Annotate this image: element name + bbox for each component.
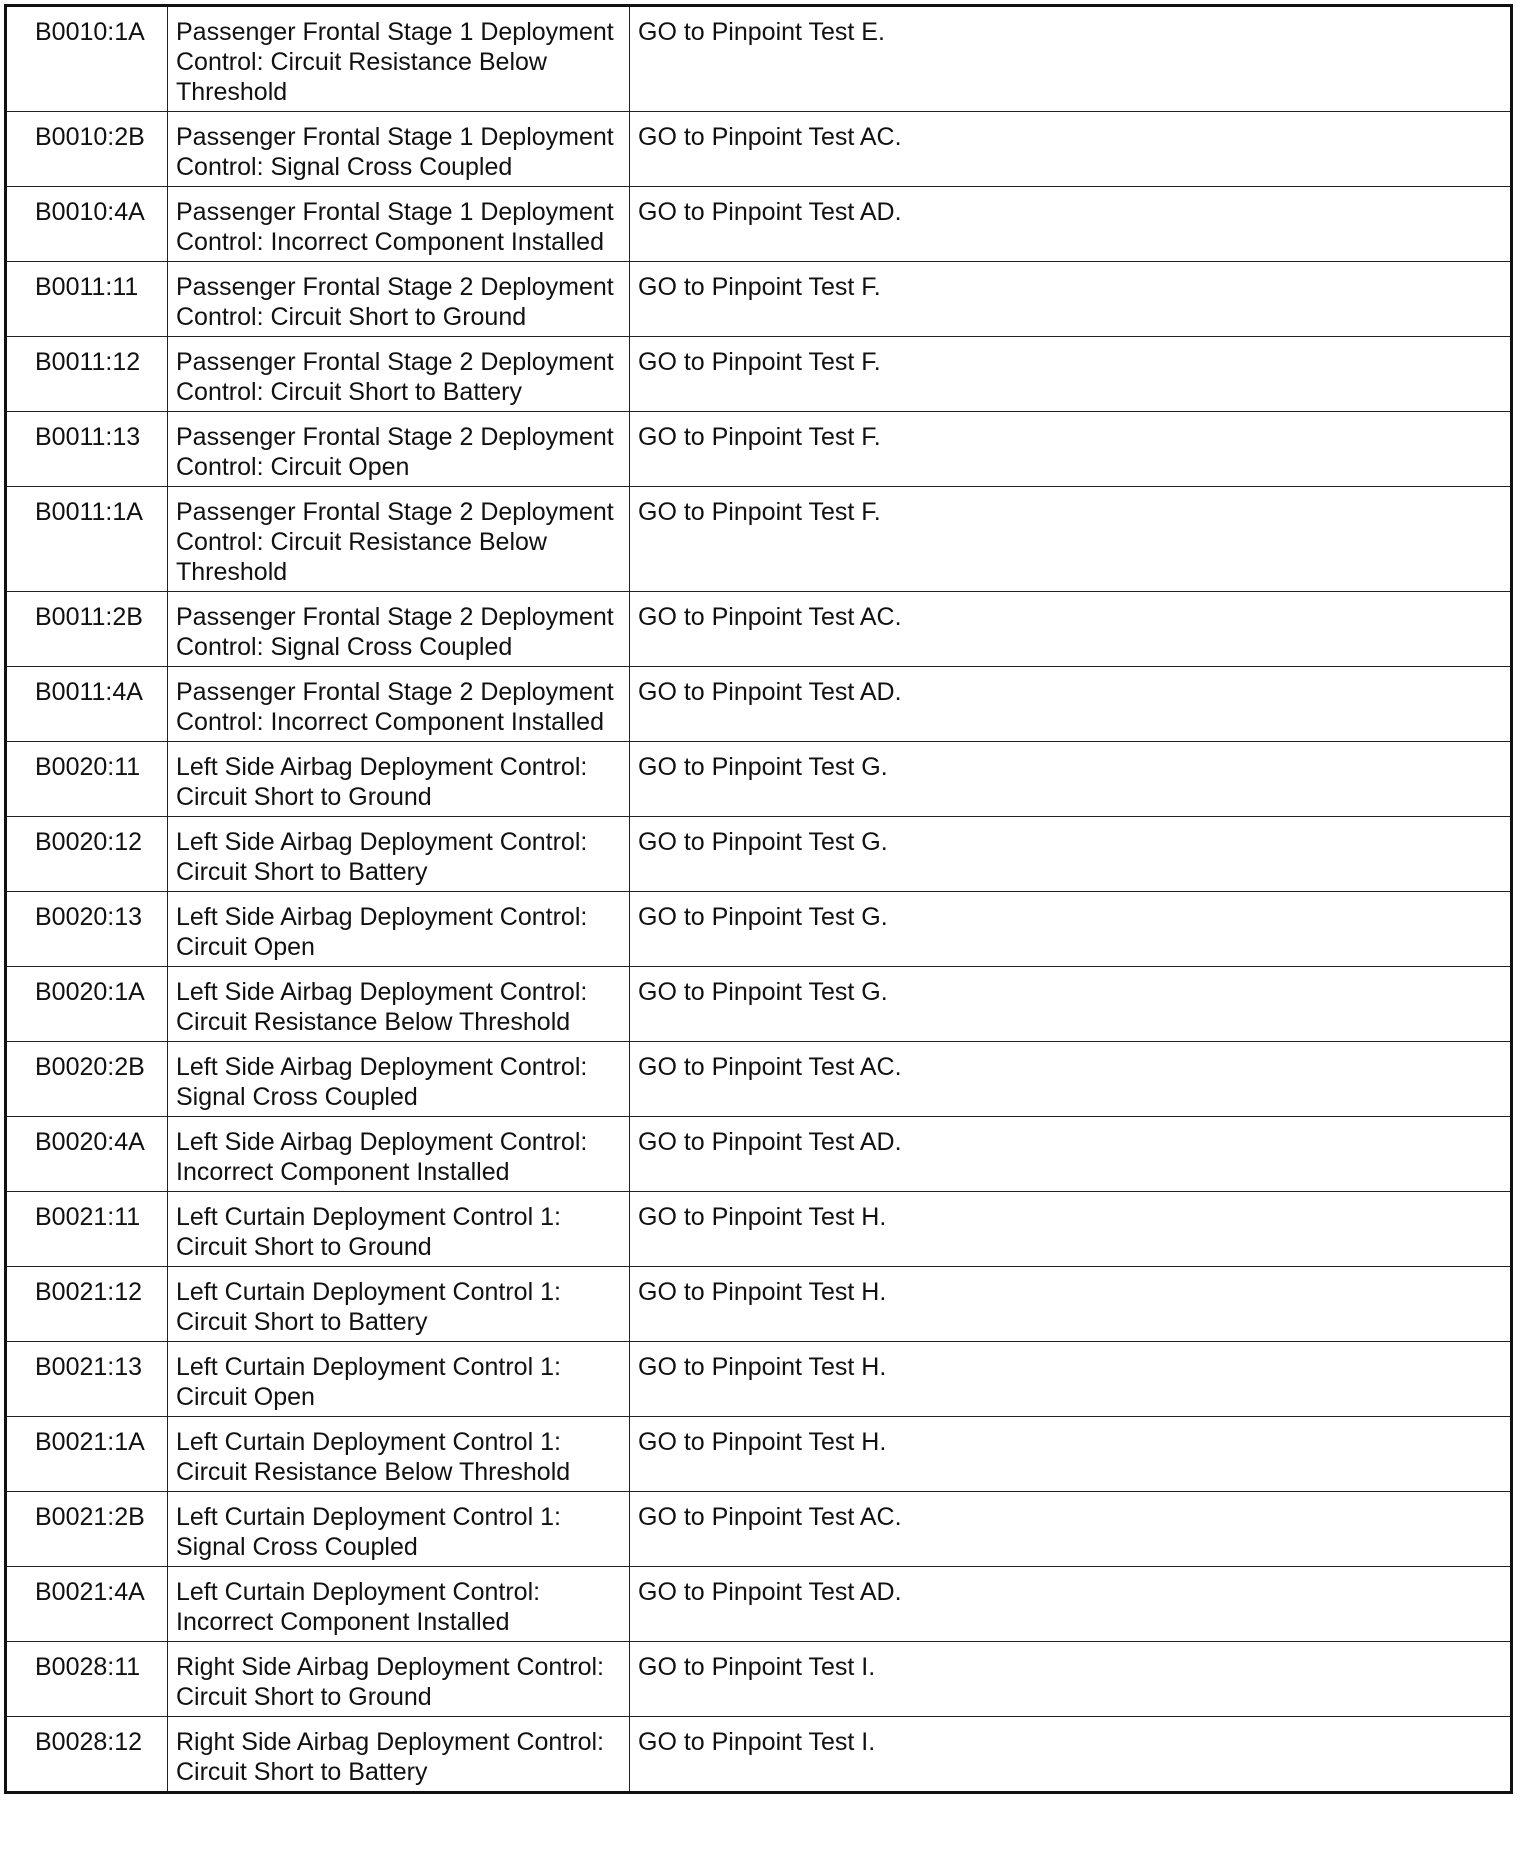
dtc-action-cell: GO to Pinpoint Test G. [630, 817, 1512, 892]
table-row [6, 412, 1512, 487]
dtc-table [4, 4, 1513, 1794]
dtc-action-cell: GO to Pinpoint Test AC. [630, 112, 1512, 187]
dtc-description-cell: Left Curtain Deployment Control 1: Circuit Short to Battery [168, 1267, 630, 1342]
dtc-action-cell: GO to Pinpoint Test AC. [630, 592, 1512, 667]
table-row [6, 1417, 1512, 1492]
dtc-description-cell: Left Side Airbag Deployment Control: Circuit Resistance Below Threshold [168, 967, 630, 1042]
dtc-action-cell: GO to Pinpoint Test F. [630, 337, 1512, 412]
table-row [6, 1192, 1512, 1267]
table-row [6, 1717, 1512, 1793]
dtc-action-cell: GO to Pinpoint Test I. [630, 1642, 1512, 1717]
dtc-description-cell: Left Curtain Deployment Control 1: Circuit Open [168, 1342, 630, 1417]
dtc-code-cell: B0011:13 [6, 412, 168, 487]
dtc-description-cell: Left Side Airbag Deployment Control: Incorrect Component Installed [168, 1117, 630, 1192]
dtc-code-cell: B0020:4A [6, 1117, 168, 1192]
dtc-action-cell: GO to Pinpoint Test H. [630, 1417, 1512, 1492]
dtc-code-cell: B0011:1A [6, 487, 168, 592]
dtc-code-cell: B0021:4A [6, 1567, 168, 1642]
table-row [6, 1117, 1512, 1192]
dtc-code-cell: B0020:1A [6, 967, 168, 1042]
dtc-description-cell: Left Side Airbag Deployment Control: Circuit Short to Battery [168, 817, 630, 892]
dtc-description-cell: Left Side Airbag Deployment Control: Circuit Short to Ground [168, 742, 630, 817]
table-row [6, 742, 1512, 817]
table-row [6, 1492, 1512, 1567]
dtc-description-cell: Left Curtain Deployment Control 1: Circuit Short to Ground [168, 1192, 630, 1267]
dtc-code-cell: B0021:13 [6, 1342, 168, 1417]
dtc-description-cell: Left Side Airbag Deployment Control: Circuit Open [168, 892, 630, 967]
dtc-description-cell: Passenger Frontal Stage 2 Deployment Control: Signal Cross Coupled [168, 592, 630, 667]
table-row [6, 337, 1512, 412]
dtc-action-cell: GO to Pinpoint Test I. [630, 1717, 1512, 1793]
dtc-action-cell: GO to Pinpoint Test AD. [630, 1117, 1512, 1192]
dtc-description-cell: Passenger Frontal Stage 1 Deployment Control: Circuit Resistance Below Threshold [168, 6, 630, 112]
table-row [6, 1567, 1512, 1642]
dtc-action-cell: GO to Pinpoint Test AC. [630, 1042, 1512, 1117]
dtc-code-cell: B0021:12 [6, 1267, 168, 1342]
dtc-code-cell: B0011:4A [6, 667, 168, 742]
dtc-code-cell: B0021:1A [6, 1417, 168, 1492]
table-row [6, 592, 1512, 667]
table-row [6, 487, 1512, 592]
dtc-action-cell: GO to Pinpoint Test E. [630, 6, 1512, 112]
dtc-action-cell: GO to Pinpoint Test F. [630, 262, 1512, 337]
table-row [6, 1042, 1512, 1117]
dtc-description-cell: Passenger Frontal Stage 2 Deployment Control: Incorrect Component Installed [168, 667, 630, 742]
dtc-code-cell: B0020:2B [6, 1042, 168, 1117]
table-row [6, 817, 1512, 892]
dtc-description-cell: Passenger Frontal Stage 2 Deployment Control: Circuit Resistance Below Threshold [168, 487, 630, 592]
table-row [6, 667, 1512, 742]
dtc-description-cell: Left Side Airbag Deployment Control: Signal Cross Coupled [168, 1042, 630, 1117]
dtc-description-cell: Passenger Frontal Stage 1 Deployment Control: Signal Cross Coupled [168, 112, 630, 187]
dtc-code-cell: B0020:11 [6, 742, 168, 817]
dtc-action-cell: GO to Pinpoint Test H. [630, 1192, 1512, 1267]
table-row [6, 1267, 1512, 1342]
dtc-action-cell: GO to Pinpoint Test G. [630, 892, 1512, 967]
dtc-description-cell: Right Side Airbag Deployment Control: Circuit Short to Battery [168, 1717, 630, 1793]
dtc-code-cell: B0011:2B [6, 592, 168, 667]
dtc-code-cell: B0021:2B [6, 1492, 168, 1567]
table-row [6, 892, 1512, 967]
dtc-action-cell: GO to Pinpoint Test H. [630, 1342, 1512, 1417]
dtc-description-cell: Passenger Frontal Stage 1 Deployment Control: Incorrect Component Installed [168, 187, 630, 262]
dtc-action-cell: GO to Pinpoint Test AD. [630, 1567, 1512, 1642]
dtc-code-cell: B0021:11 [6, 1192, 168, 1267]
dtc-code-cell: B0028:12 [6, 1717, 168, 1793]
dtc-description-cell: Left Curtain Deployment Control 1: Signal Cross Coupled [168, 1492, 630, 1567]
dtc-action-cell: GO to Pinpoint Test F. [630, 487, 1512, 592]
table-row [6, 1342, 1512, 1417]
dtc-code-cell: B0028:11 [6, 1642, 168, 1717]
dtc-code-cell: B0020:12 [6, 817, 168, 892]
dtc-description-cell: Right Side Airbag Deployment Control: Circuit Short to Ground [168, 1642, 630, 1717]
table-row [6, 262, 1512, 337]
dtc-description-cell: Left Curtain Deployment Control 1: Circuit Resistance Below Threshold [168, 1417, 630, 1492]
dtc-action-cell: GO to Pinpoint Test H. [630, 1267, 1512, 1342]
dtc-description-cell: Passenger Frontal Stage 2 Deployment Control: Circuit Short to Ground [168, 262, 630, 337]
dtc-description-cell: Passenger Frontal Stage 2 Deployment Control: Circuit Short to Battery [168, 337, 630, 412]
dtc-action-cell: GO to Pinpoint Test AD. [630, 187, 1512, 262]
dtc-action-cell: GO to Pinpoint Test G. [630, 967, 1512, 1042]
dtc-action-cell: GO to Pinpoint Test F. [630, 412, 1512, 487]
table-row [6, 187, 1512, 262]
table-row [6, 6, 1512, 112]
dtc-action-cell: GO to Pinpoint Test AC. [630, 1492, 1512, 1567]
dtc-code-cell: B0010:2B [6, 112, 168, 187]
dtc-code-cell: B0010:4A [6, 187, 168, 262]
dtc-action-cell: GO to Pinpoint Test G. [630, 742, 1512, 817]
dtc-description-cell: Passenger Frontal Stage 2 Deployment Control: Circuit Open [168, 412, 630, 487]
table-row [6, 112, 1512, 187]
dtc-code-cell: B0020:13 [6, 892, 168, 967]
dtc-code-cell: B0011:11 [6, 262, 168, 337]
dtc-action-cell: GO to Pinpoint Test AD. [630, 667, 1512, 742]
dtc-code-cell: B0011:12 [6, 337, 168, 412]
dtc-code-cell: B0010:1A [6, 6, 168, 112]
table-row [6, 1642, 1512, 1717]
dtc-description-cell: Left Curtain Deployment Control: Incorrect Component Installed [168, 1567, 630, 1642]
table-row [6, 967, 1512, 1042]
dtc-table-body [6, 6, 1512, 1793]
